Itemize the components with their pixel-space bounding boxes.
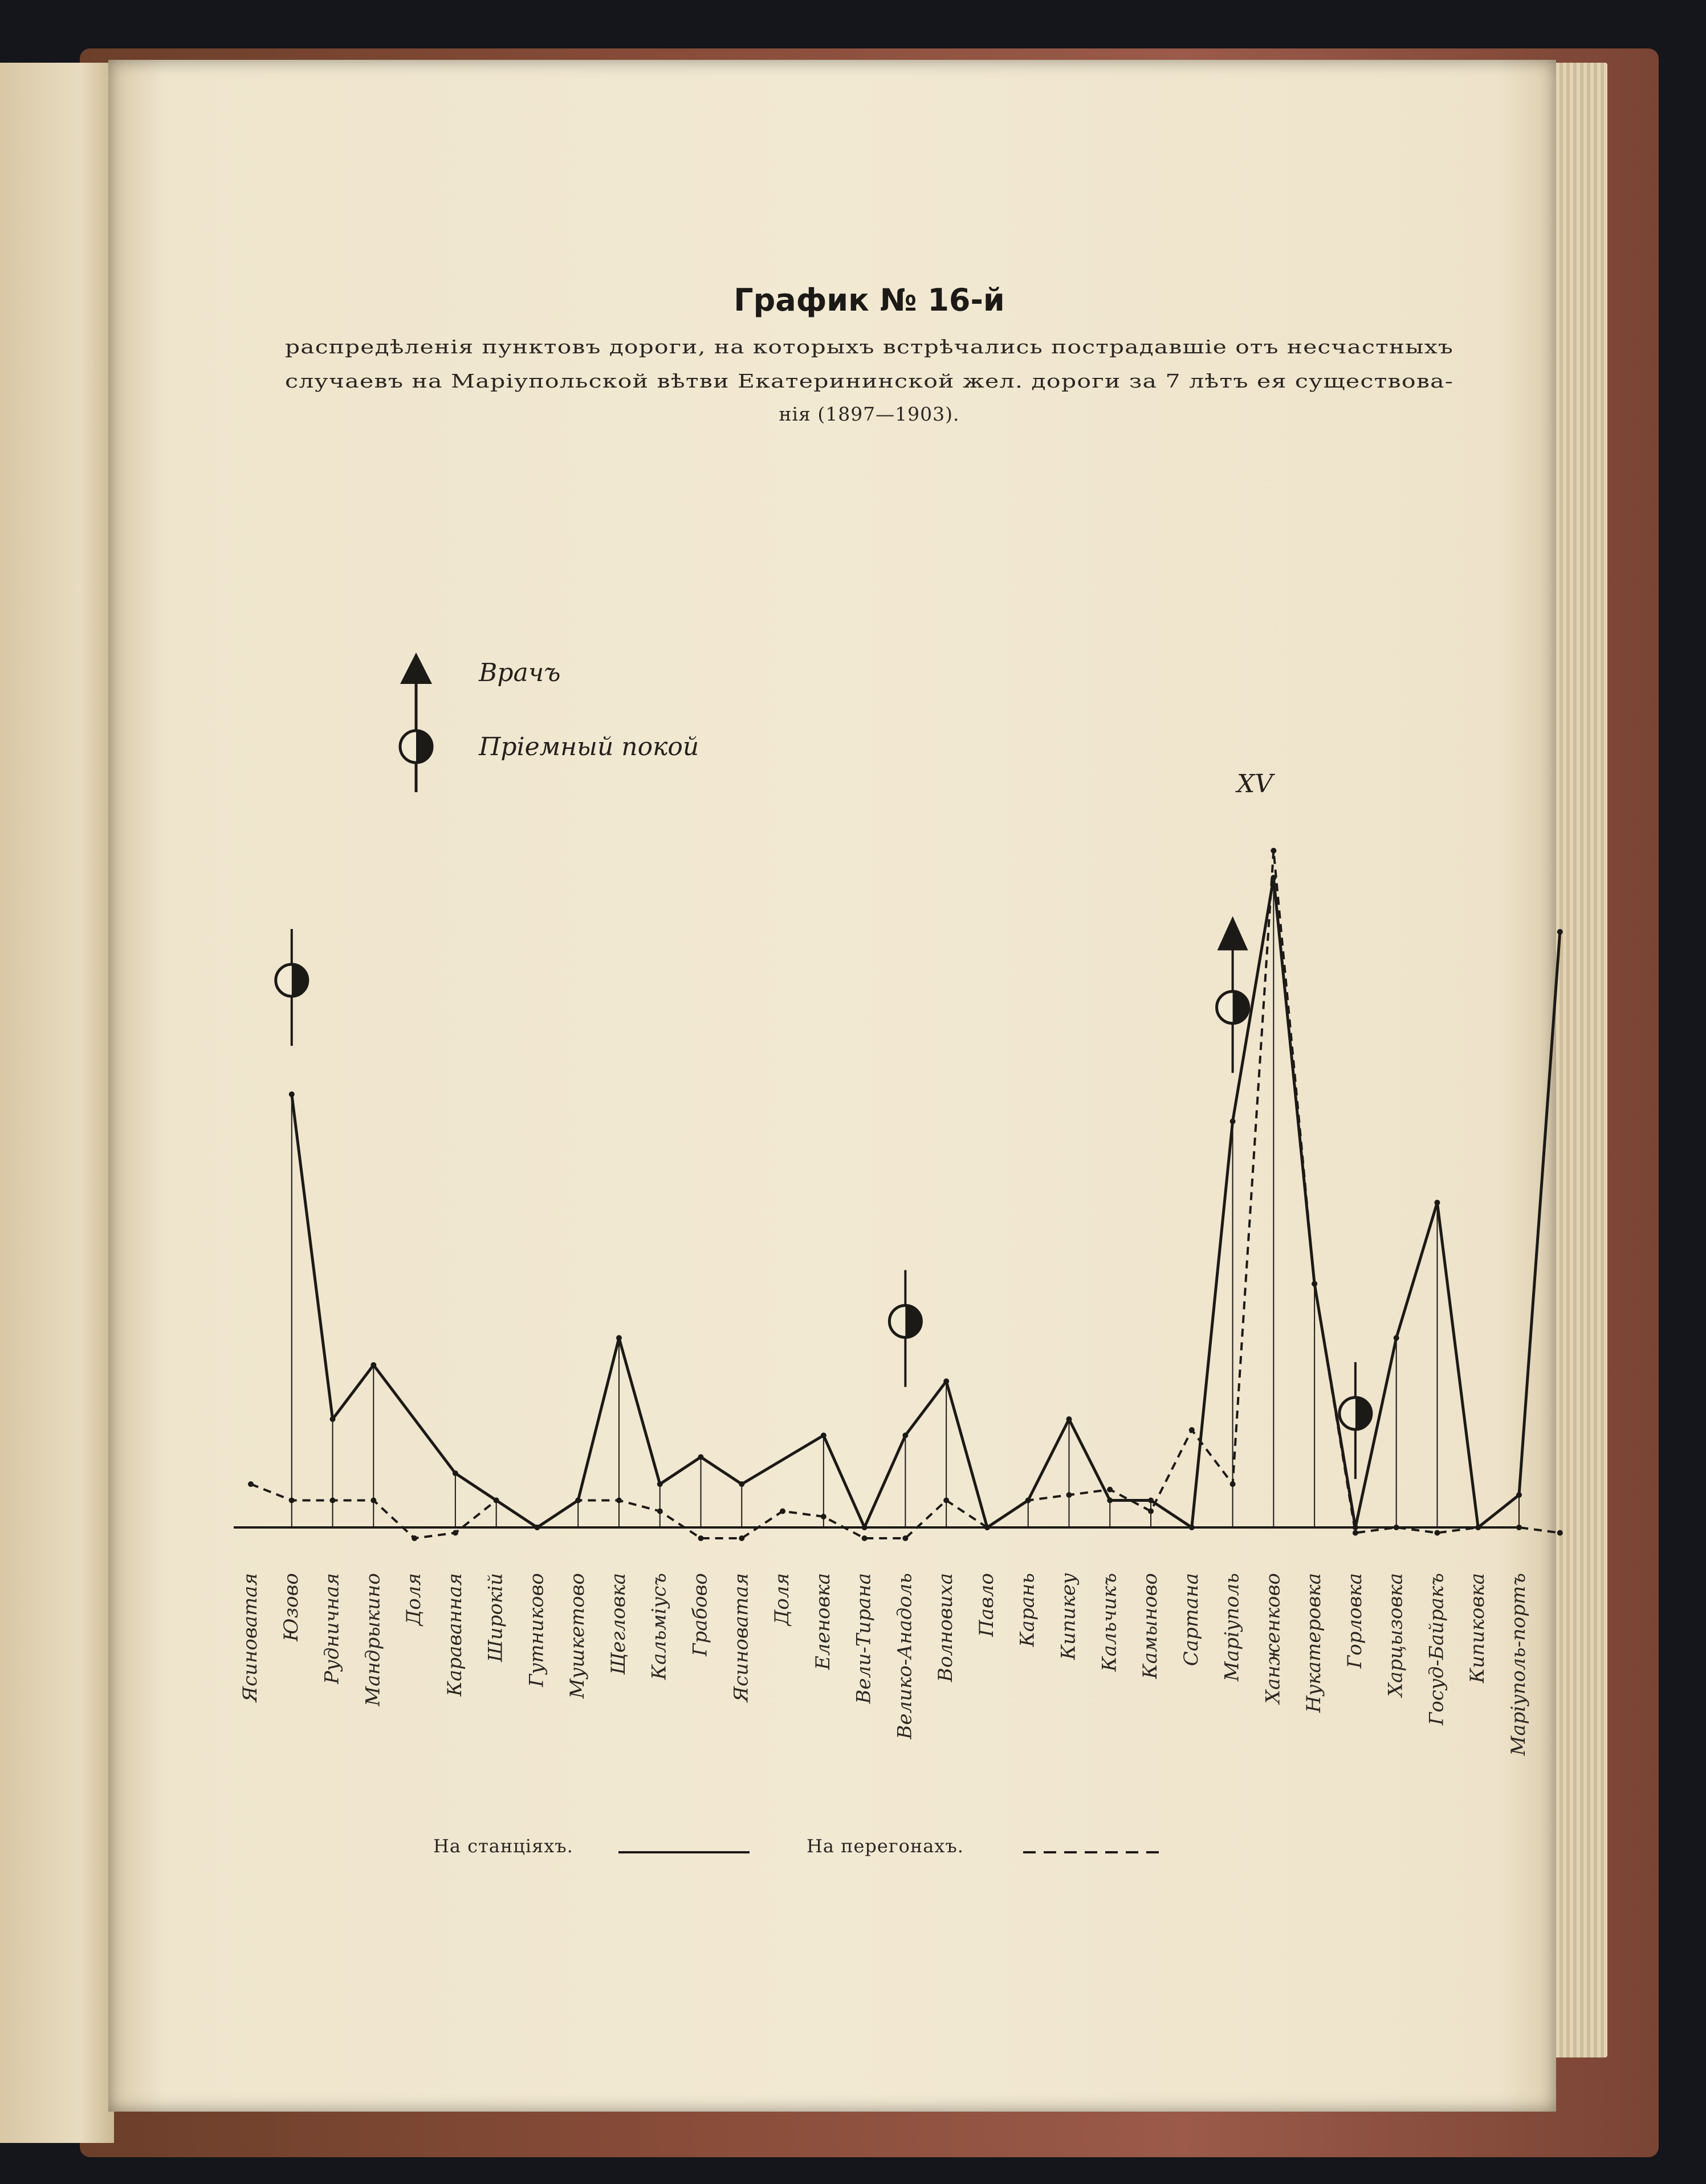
- data-point: [1271, 848, 1276, 854]
- data-point: [862, 1525, 868, 1530]
- data-point: [1353, 1530, 1358, 1536]
- station-label: Ясиноватая: [239, 1573, 262, 1702]
- data-point: [984, 1525, 990, 1530]
- legend-dashed-label: На перегонахъ.: [807, 1835, 964, 1857]
- station-label: Ясиноватая: [730, 1573, 753, 1702]
- data-point: [1107, 1487, 1113, 1493]
- data-point: [1066, 1416, 1072, 1422]
- station-label: Юзово: [279, 1573, 303, 1641]
- data-point: [739, 1481, 744, 1487]
- station-label: Павло: [975, 1573, 998, 1637]
- station-label: Мандрыкино: [361, 1573, 385, 1706]
- data-point: [1394, 1335, 1399, 1341]
- arrow-icon: [400, 653, 432, 684]
- station-label: Карань: [1016, 1573, 1039, 1647]
- data-point: [1066, 1492, 1072, 1498]
- data-point: [657, 1481, 663, 1487]
- hospital-marker-fill: [292, 964, 308, 996]
- station-label: Гутниково: [525, 1573, 548, 1687]
- hospital-marker-fill: [1233, 992, 1249, 1024]
- data-point: [1148, 1509, 1154, 1514]
- station-label: Нукатеровка: [1302, 1573, 1326, 1713]
- series-line-solid: [292, 878, 1560, 1527]
- data-point: [534, 1525, 540, 1530]
- data-point: [1312, 1281, 1317, 1287]
- data-point: [330, 1498, 336, 1503]
- data-point: [1107, 1498, 1113, 1503]
- data-point: [453, 1530, 458, 1536]
- series-layer: [248, 848, 1563, 1542]
- doctor-arrow-icon: [1218, 916, 1248, 951]
- legend-hospital-label: Пріемный покой: [479, 732, 699, 761]
- subtitle-line-1: распредѣленія пунктовъ дороги, на которыхъ встрѣчались пострадавшіе отъ несчастныхъ: [285, 336, 1453, 358]
- half-circle-fill: [416, 731, 432, 763]
- data-point: [1516, 1525, 1522, 1530]
- station-label: Еленовка: [811, 1573, 834, 1670]
- data-point: [739, 1535, 744, 1541]
- data-point: [1557, 1530, 1563, 1536]
- data-point: [1189, 1427, 1195, 1433]
- station-label: Кипикеу: [1057, 1573, 1080, 1660]
- station-label: Кальчикъ: [1098, 1573, 1121, 1672]
- data-point: [616, 1498, 622, 1503]
- station-label: Кипиковка: [1466, 1573, 1489, 1684]
- data-point: [1434, 1200, 1440, 1205]
- hospital-marker-fill: [905, 1306, 921, 1338]
- station-label: Вели-Тирана: [852, 1573, 876, 1704]
- data-point: [1230, 1481, 1236, 1487]
- station-label: Ханженково: [1261, 1573, 1285, 1704]
- data-point: [902, 1535, 908, 1541]
- data-point: [1434, 1530, 1440, 1536]
- data-point: [698, 1454, 704, 1460]
- data-point: [1025, 1498, 1031, 1503]
- station-label: Грабово: [689, 1573, 712, 1657]
- station-label: Велико-Анадоль: [893, 1573, 917, 1739]
- data-point: [821, 1514, 826, 1519]
- station-label: Сартана: [1179, 1573, 1203, 1666]
- station-label: Маріуполь-портъ: [1507, 1573, 1530, 1756]
- data-point: [616, 1335, 622, 1341]
- data-point: [862, 1535, 868, 1541]
- data-point: [780, 1509, 785, 1514]
- station-label: Харцызовка: [1384, 1573, 1407, 1697]
- data-point: [1394, 1525, 1399, 1530]
- legend-solid-label: На станціяхъ.: [433, 1835, 573, 1857]
- station-label: Волновиха: [934, 1573, 958, 1682]
- data-point: [1148, 1498, 1154, 1503]
- data-point: [943, 1498, 949, 1503]
- marker-legend: [400, 653, 699, 792]
- chart-title: График № 16-й: [734, 282, 1005, 318]
- data-point: [289, 1091, 295, 1097]
- legend-doctor-label: Врачъ: [479, 658, 561, 687]
- data-point: [248, 1481, 254, 1487]
- station-label: Маріуполь: [1220, 1573, 1244, 1681]
- data-point: [494, 1498, 499, 1503]
- station-label: Кальміусъ: [648, 1573, 671, 1680]
- station-label: Доля: [771, 1573, 794, 1626]
- station-label: Рудничная: [320, 1573, 344, 1684]
- marker-layer: [276, 916, 1371, 1480]
- data-point: [370, 1362, 376, 1368]
- line-legend: [433, 1835, 1166, 1857]
- tick-lines: [292, 878, 1519, 1527]
- station-label: Горловка: [1343, 1573, 1366, 1669]
- data-point: [575, 1498, 581, 1503]
- data-point: [657, 1509, 663, 1514]
- data-point: [289, 1498, 295, 1503]
- data-point: [370, 1498, 376, 1503]
- data-point: [1475, 1525, 1481, 1530]
- data-point: [1557, 929, 1563, 935]
- station-label: Караванная: [443, 1573, 466, 1697]
- station-label: Камыново: [1139, 1573, 1162, 1679]
- data-point: [1230, 1119, 1236, 1124]
- data-point: [943, 1379, 949, 1384]
- data-point: [453, 1470, 458, 1476]
- station-label: Щегловка: [606, 1573, 630, 1675]
- station-label: Доля: [402, 1573, 426, 1626]
- data-point: [412, 1535, 417, 1541]
- station-labels: [239, 1573, 1530, 1757]
- station-label: Госуд-Байракъ: [1425, 1573, 1448, 1725]
- data-point: [902, 1433, 908, 1439]
- data-point: [821, 1433, 826, 1439]
- data-point: [698, 1535, 704, 1541]
- data-point: [1516, 1492, 1522, 1498]
- data-point: [330, 1416, 336, 1422]
- subtitle-line-2: случаевъ на Маріупольской вѣтви Екатерининской жел. дороги за 7 лѣтъ ея существова-: [285, 370, 1453, 392]
- hospital-marker-fill: [1355, 1397, 1371, 1429]
- station-label: Мушкетово: [566, 1573, 589, 1699]
- xv-annotation: XV: [1237, 769, 1273, 798]
- data-point: [1189, 1525, 1195, 1530]
- subtitle-line-3: нія (1897—1903).: [779, 403, 960, 425]
- station-label: Широкій: [484, 1573, 507, 1663]
